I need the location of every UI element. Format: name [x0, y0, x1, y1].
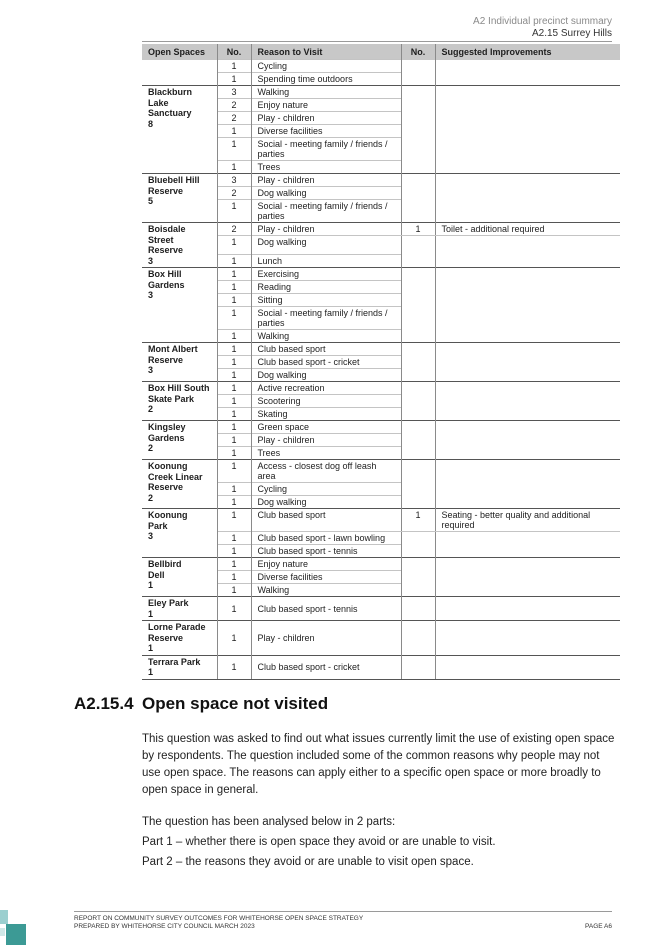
- table-row: [142, 421, 620, 434]
- improvement-text-empty: [435, 621, 620, 656]
- improvement-count-empty: [401, 655, 435, 679]
- improvement-text: Seating - better quality and additional required: [435, 509, 620, 532]
- open-space-name: Box Hill South Skate Park 2: [142, 382, 217, 421]
- visit-reason: Active recreation: [251, 382, 401, 395]
- visit-count: 1: [217, 73, 251, 86]
- visit-reason: Walking: [251, 330, 401, 343]
- visit-count: 3: [217, 174, 251, 187]
- visit-count: 1: [217, 200, 251, 223]
- visit-reason: Play - children: [251, 174, 401, 187]
- visit-reason: Club based sport - cricket: [251, 655, 401, 679]
- visit-count: 1: [217, 268, 251, 281]
- improvement-count-empty: [401, 558, 435, 597]
- open-space-name: Kingsley Gardens 2: [142, 421, 217, 460]
- table-row: [142, 597, 620, 621]
- improvement-count-empty: [401, 86, 435, 174]
- improvement-count-empty: [401, 268, 435, 343]
- analysis-line: The question has been analysed below in 2 parts:: [142, 816, 396, 828]
- visit-reason: Skating: [251, 408, 401, 421]
- col-open-spaces: Open Spaces: [142, 44, 217, 60]
- col-improvements: Suggested Improvements: [435, 44, 620, 60]
- corner-decoration: [0, 910, 8, 924]
- open-space-name: Mont Albert Reserve 3: [142, 343, 217, 382]
- visit-count: 1: [217, 255, 251, 268]
- visit-count: 1: [217, 330, 251, 343]
- improvement-count: 1: [401, 223, 435, 236]
- footer-report-title: REPORT ON COMMUNITY SURVEY OUTCOMES FOR WHITEHORSE OPEN SPACE STRATEGY: [74, 915, 364, 922]
- improvement-count-empty: [401, 460, 435, 509]
- improvement-text-empty: [435, 532, 620, 558]
- table-body: [142, 60, 620, 680]
- header-rule: [142, 41, 612, 42]
- header-section: A2 Individual precinct summary: [473, 16, 612, 27]
- visit-count: 1: [217, 307, 251, 330]
- visit-reason: Dog walking: [251, 187, 401, 200]
- open-space-name: Lorne Parade Reserve 1: [142, 621, 217, 656]
- visit-count: 1: [217, 460, 251, 483]
- improvement-text-empty: [435, 460, 620, 509]
- improvement-text-empty: [435, 343, 620, 382]
- visit-count: 1: [217, 509, 251, 532]
- visit-reason: Exercising: [251, 268, 401, 281]
- visit-reason: Reading: [251, 281, 401, 294]
- table-row: [142, 343, 620, 356]
- visit-count: 1: [217, 408, 251, 421]
- visit-reason: Spending time outdoors: [251, 73, 401, 86]
- improvement-count-empty: [401, 60, 435, 86]
- visit-count: 1: [217, 483, 251, 496]
- part-2-line: Part 2 – the reasons they avoid or are unable to visit open space.: [142, 856, 474, 868]
- table-row: [142, 621, 620, 656]
- visit-reason: Club based sport - tennis: [251, 597, 401, 621]
- visit-count: 1: [217, 60, 251, 73]
- improvement-text-empty: [435, 236, 620, 268]
- visit-reason: Enjoy nature: [251, 99, 401, 112]
- visit-reason: Cycling: [251, 483, 401, 496]
- visit-count: 1: [217, 597, 251, 621]
- open-space-name: Boisdale Street Reserve 3: [142, 223, 217, 268]
- col-reason: Reason to Visit: [251, 44, 401, 60]
- open-spaces-table: [142, 44, 620, 680]
- table-row: [142, 223, 620, 236]
- visit-count: 2: [217, 99, 251, 112]
- table-row: [142, 558, 620, 571]
- visit-count: 1: [217, 447, 251, 460]
- visit-count: 1: [217, 369, 251, 382]
- improvement-text-empty: [435, 558, 620, 597]
- visit-count: 1: [217, 532, 251, 545]
- visit-count: 1: [217, 496, 251, 509]
- visit-count: 1: [217, 294, 251, 307]
- visit-count: 1: [217, 434, 251, 447]
- improvement-count: 1: [401, 509, 435, 532]
- section-body: [142, 731, 620, 872]
- section-heading: [74, 694, 328, 714]
- visit-reason: Club based sport - tennis: [251, 545, 401, 558]
- visit-count: 2: [217, 223, 251, 236]
- table-row: [142, 60, 620, 73]
- visit-reason: Play - children: [251, 112, 401, 125]
- table-row: [142, 382, 620, 395]
- visit-reason: Trees: [251, 161, 401, 174]
- page-number: PAGE A6: [585, 923, 612, 930]
- visit-reason: Social - meeting family / friends / parties: [251, 138, 401, 161]
- visit-count: 1: [217, 558, 251, 571]
- open-space-name: Bellbird Dell 1: [142, 558, 217, 597]
- visit-count: 1: [217, 138, 251, 161]
- intro-paragraph: This question was asked to find out what issues currently limit the use of existing open space by respondents. The question included some of the common reasons why people may not use open space. The reasons can apply either to a specific open space or more broadly to open space in general.: [142, 733, 615, 796]
- visit-count: 2: [217, 187, 251, 200]
- improvement-count-empty: [401, 621, 435, 656]
- running-header: [473, 16, 612, 40]
- visit-reason: Enjoy nature: [251, 558, 401, 571]
- visit-reason: Play - children: [251, 434, 401, 447]
- visit-count: 1: [217, 236, 251, 255]
- section-title: Open space not visited: [142, 694, 329, 713]
- visit-reason: Club based sport - cricket: [251, 356, 401, 369]
- section-number: A2.15.4: [74, 694, 134, 713]
- table-row: [142, 460, 620, 483]
- open-space-name: Eley Park 1: [142, 597, 217, 621]
- table-row: [142, 268, 620, 281]
- visit-reason: Green space: [251, 421, 401, 434]
- visit-reason: Access - closest dog off leash area: [251, 460, 401, 483]
- visit-count: 1: [217, 356, 251, 369]
- visit-count: 1: [217, 655, 251, 679]
- improvement-text-empty: [435, 268, 620, 343]
- visit-count: 1: [217, 382, 251, 395]
- visit-reason: Club based sport: [251, 509, 401, 532]
- visit-reason: Social - meeting family / friends / parties: [251, 307, 401, 330]
- visit-reason: Trees: [251, 447, 401, 460]
- visit-reason: Scootering: [251, 395, 401, 408]
- corner-decoration: [0, 928, 5, 936]
- improvement-text-empty: [435, 597, 620, 621]
- visit-reason: Walking: [251, 584, 401, 597]
- visit-reason: Lunch: [251, 255, 401, 268]
- improvement-count-empty: [401, 343, 435, 382]
- visit-count: 1: [217, 343, 251, 356]
- improvement-text-empty: [435, 421, 620, 460]
- visit-count: 1: [217, 621, 251, 656]
- visit-reason: Social - meeting family / friends / parties: [251, 200, 401, 223]
- improvement-text-empty: [435, 86, 620, 174]
- visit-reason: Club based sport - lawn bowling: [251, 532, 401, 545]
- visit-count: 1: [217, 421, 251, 434]
- visit-reason: Play - children: [251, 621, 401, 656]
- visit-count: 1: [217, 161, 251, 174]
- visit-count: 2: [217, 112, 251, 125]
- visit-count: 1: [217, 281, 251, 294]
- improvement-count-empty: [401, 532, 435, 558]
- visit-reason: Dog walking: [251, 236, 401, 255]
- open-space-name: [142, 60, 217, 86]
- open-space-name: Blackburn Lake Sanctuary 8: [142, 86, 217, 174]
- part-1-line: Part 1 – whether there is open space they avoid or are unable to visit.: [142, 836, 496, 848]
- open-space-name: Box Hill Gardens 3: [142, 268, 217, 343]
- visit-count: 1: [217, 545, 251, 558]
- improvement-count-empty: [401, 421, 435, 460]
- visit-reason: Play - children: [251, 223, 401, 236]
- improvement-text-empty: [435, 382, 620, 421]
- visit-count: 1: [217, 125, 251, 138]
- visit-count: 3: [217, 86, 251, 99]
- improvement-count-empty: [401, 174, 435, 223]
- improvement-text-empty: [435, 174, 620, 223]
- col-no: No.: [217, 44, 251, 60]
- visit-count: 1: [217, 571, 251, 584]
- table-row: [142, 655, 620, 679]
- visit-reason: Dog walking: [251, 369, 401, 382]
- table-header-row: [142, 44, 620, 60]
- open-space-name: Terrara Park 1: [142, 655, 217, 679]
- improvement-text-empty: [435, 655, 620, 679]
- visit-count: 1: [217, 584, 251, 597]
- open-space-name: Koonung Park 3: [142, 509, 217, 558]
- visit-reason: Dog walking: [251, 496, 401, 509]
- visit-reason: Club based sport: [251, 343, 401, 356]
- footer-rule: [74, 911, 612, 912]
- visit-count: 1: [217, 395, 251, 408]
- improvement-count-empty: [401, 382, 435, 421]
- header-subsection: A2.15 Surrey Hills: [531, 28, 612, 39]
- visit-reason: Diverse facilities: [251, 125, 401, 138]
- visit-reason: Walking: [251, 86, 401, 99]
- open-space-name: Koonung Creek Linear Reserve 2: [142, 460, 217, 509]
- table-row: [142, 509, 620, 532]
- table-row: [142, 174, 620, 187]
- improvement-count-empty: [401, 236, 435, 268]
- footer-prepared-by: PREPARED BY WHITEHORSE CITY COUNCIL MARCH 2023: [74, 923, 255, 930]
- improvement-count-empty: [401, 597, 435, 621]
- table-row: [142, 86, 620, 99]
- improvement-text: Toilet - additional required: [435, 223, 620, 236]
- improvement-text-empty: [435, 60, 620, 86]
- open-space-name: Bluebell Hill Reserve 5: [142, 174, 217, 223]
- visit-reason: Sitting: [251, 294, 401, 307]
- visit-reason: Diverse facilities: [251, 571, 401, 584]
- corner-decoration: [6, 924, 26, 945]
- footer: [74, 915, 363, 931]
- visit-reason: Cycling: [251, 60, 401, 73]
- col-no-2: No.: [401, 44, 435, 60]
